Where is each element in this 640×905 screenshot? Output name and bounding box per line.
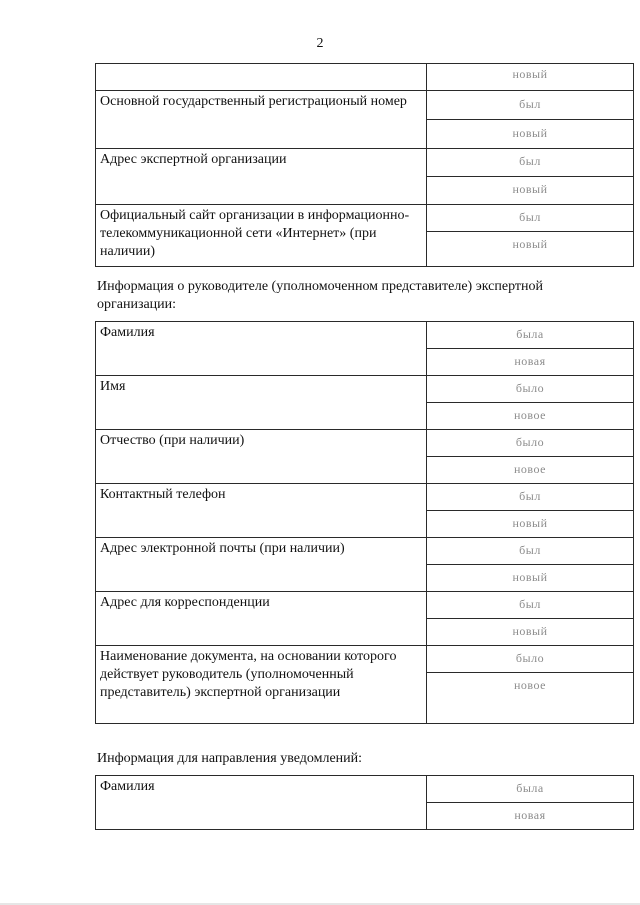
old-value: была [427, 776, 634, 803]
row-label: Контактный телефон [96, 484, 427, 538]
new-value: новая [427, 803, 634, 830]
old-value: было [427, 646, 634, 673]
table-row [96, 376, 634, 403]
row-label: Адрес для корреспонденции [96, 592, 427, 646]
table-row [96, 430, 634, 457]
notification-info-table [95, 775, 634, 830]
old-value: был [427, 592, 634, 619]
table-row [96, 592, 634, 619]
row-label: Имя [96, 376, 427, 430]
new-value: новый [427, 511, 634, 538]
old-value: был [427, 484, 634, 511]
head-info-table [95, 321, 634, 724]
table-row [96, 646, 634, 673]
old-value: был [427, 91, 634, 120]
new-value: новый [427, 120, 634, 149]
old-value: было [427, 430, 634, 457]
table-row [96, 322, 634, 349]
page-number: 2 [316, 36, 324, 51]
old-value: было [427, 376, 634, 403]
new-value: новый [427, 177, 634, 205]
new-value: новый [427, 232, 634, 267]
row-label: Отчество (при наличии) [96, 430, 427, 484]
new-value: новый [427, 619, 634, 646]
table-row [96, 484, 634, 511]
row-label [96, 64, 427, 91]
table-row [96, 64, 634, 91]
table-row [96, 205, 634, 232]
table-row [96, 149, 634, 177]
table-row [96, 776, 634, 803]
old-value: был [427, 149, 634, 177]
row-label: Фамилия [96, 776, 427, 830]
new-value: новое [427, 673, 634, 724]
old-value: была [427, 322, 634, 349]
organization-info-table [95, 63, 634, 267]
table-row [96, 91, 634, 120]
new-value: новый [427, 64, 634, 91]
row-label: Наименование документа, на основании которого действует руководитель (уполномоченный представитель) экспертной организации [96, 646, 427, 724]
section-caption-notify: Информация для направления уведомлений: [97, 751, 363, 766]
section-caption-head: Информация о руководителе (уполномоченном представителе) экспертной организации: [97, 279, 543, 312]
row-label: Официальный сайт организации в информационно-телекоммуникационной сети «Интернет» (при наличии) [96, 205, 427, 267]
table-row [96, 538, 634, 565]
new-value: новая [427, 349, 634, 376]
old-value: был [427, 205, 634, 232]
row-label: Фамилия [96, 322, 427, 376]
row-label: Основной государственный регистрационый номер [96, 91, 427, 149]
new-value: новое [427, 457, 634, 484]
new-value: новый [427, 565, 634, 592]
row-label: Адрес электронной почты (при наличии) [96, 538, 427, 592]
old-value: был [427, 538, 634, 565]
row-label: Адрес экспертной организации [96, 149, 427, 205]
new-value: новое [427, 403, 634, 430]
